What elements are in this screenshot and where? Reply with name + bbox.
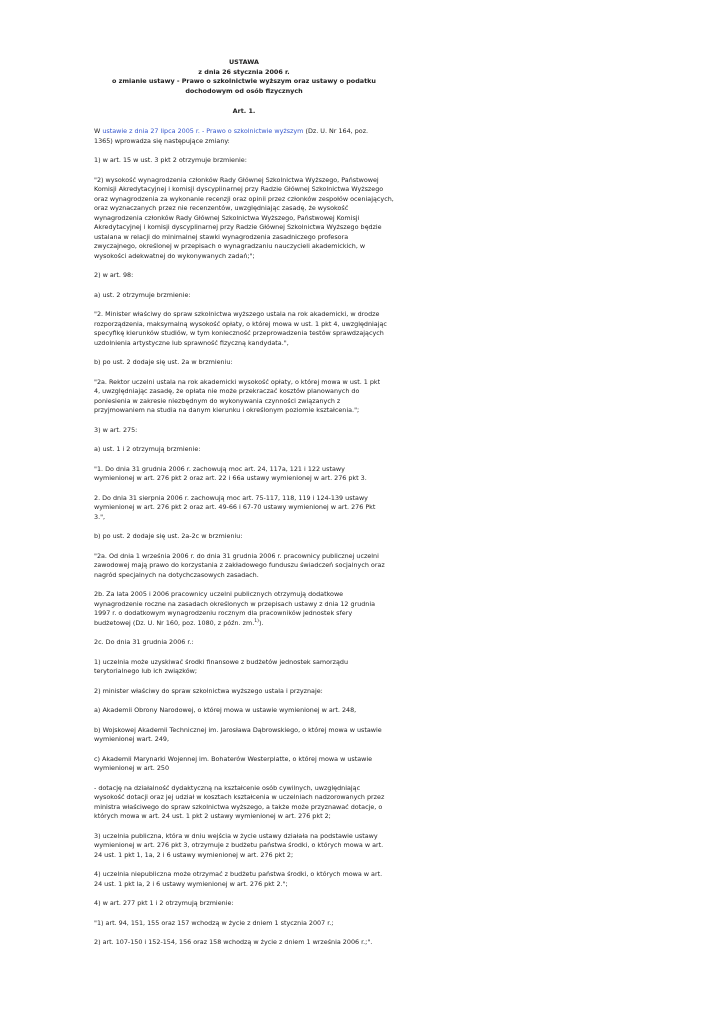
act-title: USTAWA: [228, 58, 260, 66]
paragraph: [94, 870, 394, 889]
paragraph: [94, 784, 394, 822]
paragraph-line: wynagrodzenia członków Rady Głównej Szkolnictwa Wyższego, Państwowej Komisji: [94, 213, 360, 222]
paragraph-line: ministra właściwego do spraw szkolnictwa wyższego, a także może przyznawać dotacje, o: [94, 802, 383, 811]
paragraph: [94, 532, 394, 542]
paragraph-line: a) Akademii Obrony Narodowej, o której mowa w ustawie wymienionej w art. 248,: [94, 706, 357, 715]
paragraph-line: "2a. Rektor uczelni ustala na rok akademicki wysokość opłaty, o której mowa w ust. 1 pkt: [94, 377, 381, 386]
paragraph: [94, 291, 394, 301]
paragraph-line: wymienionej w art. 276 pkt 2 oraz art. 49-66 i 67-70 ustawy wymienionej w art. 276 Pkt: [94, 503, 376, 512]
paragraph: [94, 176, 394, 262]
paragraph: [94, 638, 394, 648]
act-subject-line: o zmianie ustawy - Prawo o szkolnictwie wyższym oraz ustawy o podatku: [112, 77, 376, 86]
paragraph-line: 1) uczelnia może uzyskiwać środki finansowe z budżetów jednostek samorządu: [94, 657, 349, 666]
paragraph-line: wymienionej w art. 276 pkt 2 oraz art. 22 i 66a ustawy wymienionej w art. 276 pkt 3.: [94, 474, 367, 483]
paragraph-line: "2. Minister właściwy do spraw szkolnictwa wyższego ustala na rok akademicki, w drodze: [94, 310, 380, 319]
paragraph: [94, 358, 394, 368]
paragraph-line: uzdolnienia artystyczne lub sprawność fizyczną kandydata.",: [94, 338, 289, 347]
paragraph-line: 2) minister właściwy do spraw szkolnictwa wyższego ustala i przyznaje:: [94, 686, 323, 695]
paragraph-line: "1. Do dnia 31 grudnia 2006 r. zachowują moc art. 24, 117a, 121 i 122 ustawy: [94, 464, 345, 473]
footnote-ref: 1): [254, 618, 259, 624]
paragraph-line: "1) art. 94, 151, 155 oraz 157 wchodzą w życie z dniem 1 stycznia 2007 r.;: [94, 918, 334, 927]
paragraph: [94, 445, 394, 455]
document-body: [94, 156, 394, 948]
paragraph-line: "2) wysokość wynagrodzenia członków Rady Głównej Szkolnictwa Wyższego, Państwowej: [94, 175, 379, 184]
paragraph-line: 4) uczelnia niepubliczna może otrzymać z budżetu państwa środki, o których mowa w art.: [94, 870, 383, 879]
paragraph: [94, 755, 394, 774]
paragraph-line: poniesienia w zakresie niezbędnym do wykonywania czynności związanych z: [94, 396, 341, 405]
paragraph-line: wymienionej wart. 249,: [94, 735, 170, 744]
paragraph-line: c) Akademii Marynarki Wojennej im. Bohaterów Westerplatte, o której mowa w ustawie: [94, 754, 373, 763]
paragraph-line: nagród specjalnych na dotychczasowych zasadach.: [94, 570, 259, 579]
paragraph: [94, 832, 394, 861]
paragraph-line: b) Wojskowej Akademii Technicznej im. Jarosława Dąbrowskiego, o której mowa w ustawie: [94, 725, 382, 734]
intro-line: 1365) wprowadza się następujące zmiany:: [94, 136, 230, 145]
paragraph: [94, 552, 394, 581]
paragraph-line: 2) art. 107-150 i 152-154, 156 oraz 158 wchodzą w życie z dniem 1 września 2006 r.;".: [94, 938, 373, 947]
document-header: [94, 58, 394, 96]
footnote-text: budżetowej (Dz. U. Nr 160, poz. 1080, z późn. zm.: [94, 618, 255, 627]
paragraph-line: a) ust. 2 otrzymuje brzmienie:: [94, 290, 191, 299]
paragraph: [94, 726, 394, 745]
paragraph-line: 4) w art. 277 pkt 1 i 2 otrzymują brzmienie:: [94, 899, 234, 908]
paragraph-line: 1) w art. 15 w ust. 3 pkt 2 otrzymuje brzmienie:: [94, 156, 247, 165]
paragraph: [94, 938, 394, 948]
paragraph: [94, 271, 394, 281]
paragraph-line: 1997 r. o dodatkowym wynagrodzeniu rocznym dla pracowników jednostek sfery: [94, 609, 353, 618]
paragraph-line: ustalana w relacji do minimalnej stawki wynagrodzenia zasadniczego profesora: [94, 232, 349, 241]
paragraph: [94, 658, 394, 677]
paragraph-line: a) ust. 1 i 2 otrzymują brzmienie:: [94, 445, 201, 454]
paragraph-line: 2b. Za lata 2005 i 2006 pracownicy uczelni publicznych otrzymują dodatkowe: [94, 590, 344, 599]
paragraph-line: "2a. Od dnia 1 września 2006 r. do dnia 31 grudnia 2006 r. pracownicy publicznej uczelni: [94, 551, 379, 560]
paragraph-line: wysokości adekwatnej do wykonywanych zadań;";: [94, 251, 255, 260]
paragraph-line: 24 ust. 1 pkt 1, 1a, 2 i 6 ustawy wymienionej w art. 276 pkt 2;: [94, 850, 294, 859]
paragraph-line: wymienionej w art. 250: [94, 764, 170, 773]
paragraph: [94, 426, 394, 436]
paragraph: [94, 706, 394, 716]
paragraph-line: 4, uwzględniając zasadę, że opłata nie może przekraczać kosztów planowanych do: [94, 387, 360, 396]
paragraph-line: rozporządzenia, maksymalną wysokość opłaty, o której mowa w ust. 1 pkt 4, uwzględniając: [94, 319, 387, 328]
paragraph-line: 3) w art. 275:: [94, 425, 138, 434]
paragraph-line: oraz wynagrodzenia za wykonanie recenzji oraz opinii przez członków zespołów oceniających,: [94, 194, 394, 203]
paragraph-line: - dotację na działalność dydaktyczną na kształcenie osób cywilnych, uwzględniając: [94, 783, 361, 792]
paragraph: [94, 590, 394, 628]
article-heading: Art. 1.: [232, 107, 256, 116]
paragraph-line: 2) w art. 98:: [94, 271, 134, 280]
paragraph: [94, 687, 394, 697]
footnote-line: [94, 619, 394, 629]
act-date: z dnia 26 stycznia 2006 r.: [198, 67, 290, 76]
paragraph-line: b) po ust. 2 dodaje się ust. 2a w brzmieniu:: [94, 358, 233, 367]
paragraph: [94, 899, 394, 909]
paragraph: [94, 919, 394, 929]
paragraph-line: wymienionej w art. 276 pkt 3, otrzymuje z budżetu państwa środki, o których mowa w art.: [94, 841, 384, 850]
paragraph: [94, 310, 394, 348]
paragraph: [94, 156, 394, 166]
paragraph-line: wysokość dotacji oraz jej udział w kosztach kształcenia w uczelniach nadzorowanych przez: [94, 793, 385, 802]
paragraph-line: Komisji Akredytacyjnej i komisji dyscyplinarnej przy Radzie Głównej Szkolnictwa Wyższego: [94, 185, 384, 194]
paragraph-line: 2. Do dnia 31 sierpnia 2006 r. zachowują moc art. 75-117, 118, 119 i 124-139 ustawy: [94, 493, 368, 502]
act-link[interactable]: ustawie z dnia 27 lipca 2005 r. - Prawo o szkolnictwie wyższym: [102, 127, 304, 136]
document-page: [94, 58, 394, 958]
paragraph-line: zawodowej mają prawo do korzystania z zakładowego funduszu świadczeń socjalnych oraz: [94, 561, 385, 570]
paragraph-line: przyjmowaniem na studia na danym kierunku i określonym poziomie kształcenia.";: [94, 406, 360, 415]
paragraph-line: 24 ust. 1 pkt la, 2 i 6 ustawy wymienionej w art. 276 pkt 2.";: [94, 879, 288, 888]
paragraph-line: terytorialnego lub ich związków;: [94, 667, 198, 676]
paragraph: [94, 378, 394, 416]
paragraph-line: 2c. Do dnia 31 grudnia 2006 r.:: [94, 638, 194, 647]
paragraph-line: oraz wyznaczanych przez nie recenzentów, uwzględniając zasadę, że wysokość: [94, 204, 349, 213]
paragraph: [94, 465, 394, 484]
paragraph-line: 3) uczelnia publiczna, która w dniu wejścia w życie ustawy działała na podstawie ustawy: [94, 831, 378, 840]
paragraph-line: 3.",: [94, 512, 106, 521]
footnote-after: ).: [258, 618, 264, 627]
paragraph-line: b) po ust. 2 dodaje się ust. 2a-2c w brzmieniu:: [94, 532, 243, 541]
intro-prefix: W: [94, 127, 103, 136]
intro-paragraph: [94, 127, 394, 146]
paragraph: [94, 494, 394, 523]
paragraph-line: wynagrodzenie roczne na zasadach określonych w przepisach ustawy z dnia 12 grudnia: [94, 599, 376, 608]
paragraph-line: zwyczajnego, określonej w przepisach o wynagradzaniu nauczycieli akademickich, w: [94, 242, 366, 251]
act-subject-line: dochodowym od osób fizycznych: [185, 86, 303, 95]
paragraph-line: specyfikę kierunków studiów, w tym konieczność przeprowadzenia testów sprawdzających: [94, 329, 384, 338]
paragraph-line: których mowa w art. 24 ust. 1 pkt 2 ustawy wymienionej w art. 276 pkt 2;: [94, 812, 331, 821]
paragraph-line: Akredytacyjnej i komisji dyscyplinarnej przy Radzie Głównej Szkolnictwa Wyższego będzie: [94, 223, 382, 232]
intro-suffix: (Dz. U. Nr 164, poz.: [303, 127, 369, 136]
